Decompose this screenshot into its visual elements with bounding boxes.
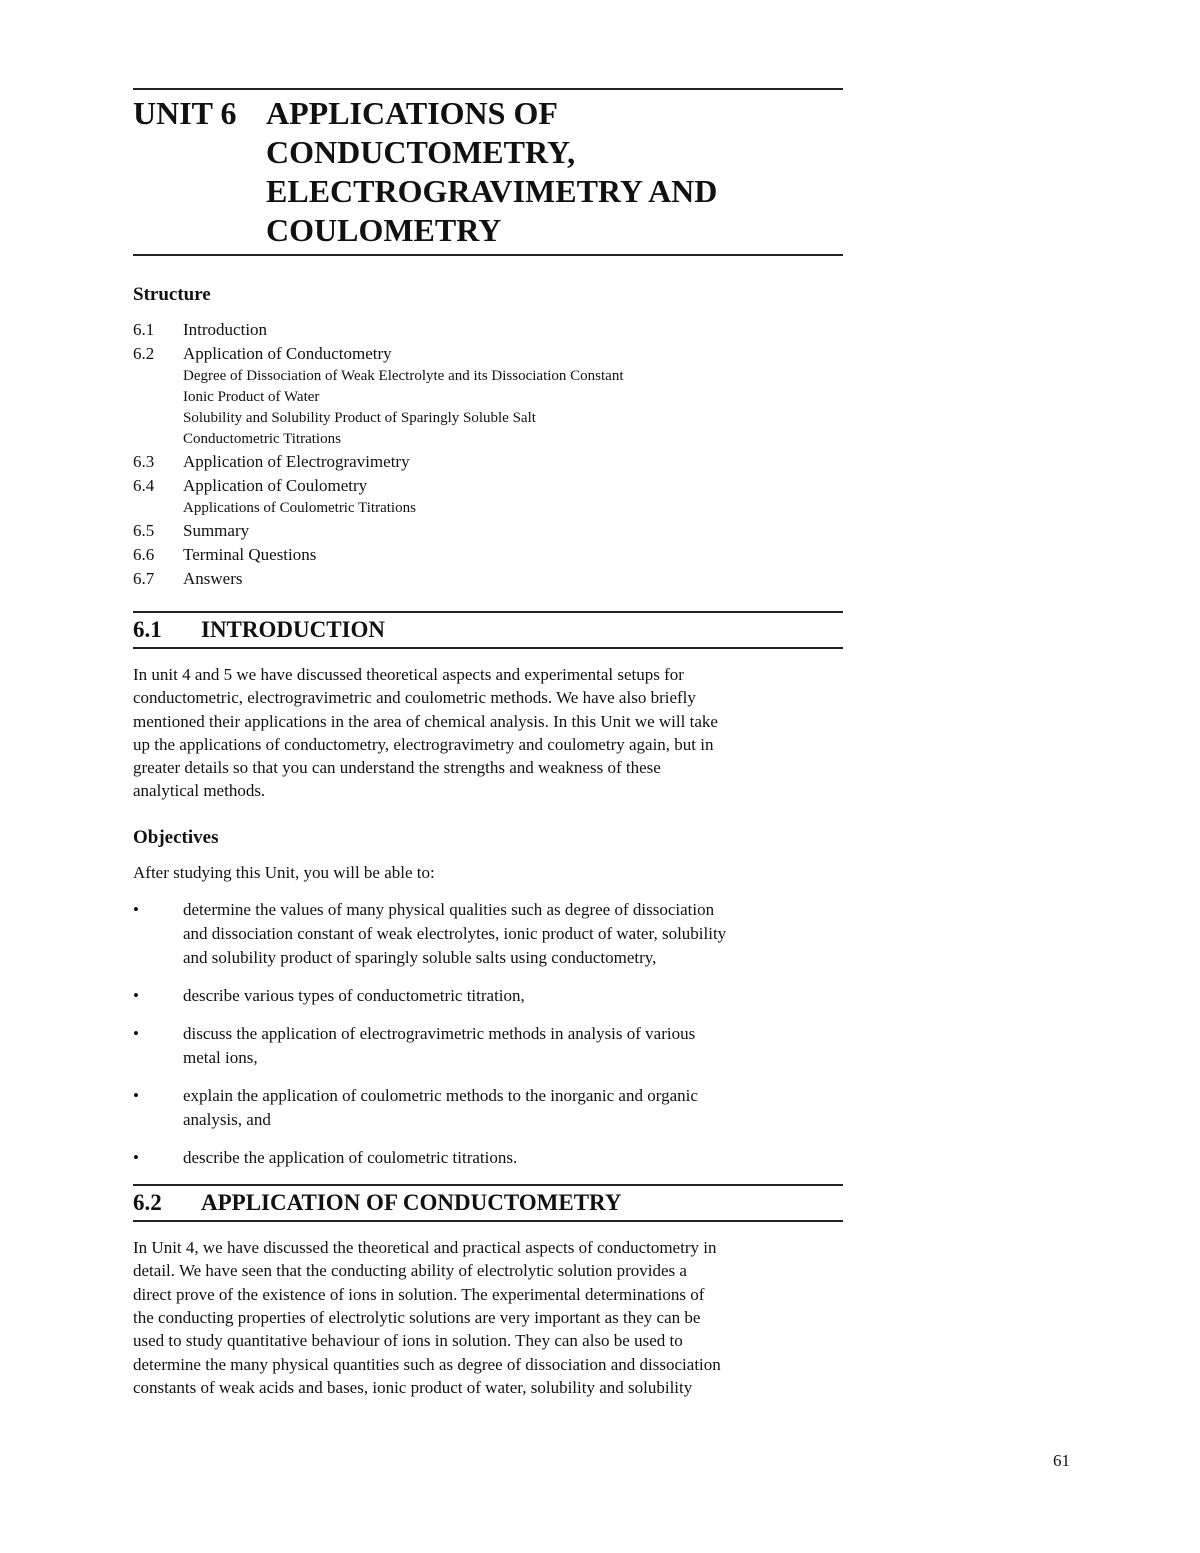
list-item-line: and solubility product of sparingly soluble salts using conductometry, [183, 948, 657, 968]
list-item [133, 984, 843, 1008]
bullet-icon: • [133, 1024, 139, 1044]
introduction-paragraph [133, 663, 843, 803]
title-bottom-rule [133, 254, 843, 256]
objectives-list [133, 898, 843, 1170]
unit-title [266, 94, 717, 250]
toc-number: 6.3 [133, 452, 155, 471]
list-item-line: and dissociation constant of weak electrolytes, ionic product of water, solubility [183, 924, 727, 944]
bullet-icon: • [133, 986, 139, 1006]
toc-item[interactable] [133, 342, 843, 366]
unit-title-line: APPLICATIONS OF [266, 95, 558, 131]
toc-label: Application of Electrogravimetry [183, 452, 410, 471]
page-content [133, 88, 843, 1399]
unit-title-line: CONDUCTOMETRY, [266, 134, 576, 170]
toc-subitem[interactable]: Solubility and Solubility Product of Sparingly Soluble Salt [183, 410, 536, 426]
list-item [133, 1084, 843, 1132]
list-item [133, 898, 843, 970]
structure-heading: Structure [133, 284, 211, 305]
paragraph-line: In Unit 4, we have discussed the theoretical and practical aspects of conductometry in [133, 1238, 717, 1258]
objectives-heading: Objectives [133, 826, 219, 848]
unit-heading [133, 90, 843, 254]
section-heading-introduction [133, 611, 843, 649]
paragraph-line: the conducting properties of electrolytic solutions are very important as they can be [133, 1307, 701, 1327]
toc-subitem[interactable]: Conductometric Titrations [183, 431, 341, 447]
paragraph-line: constants of weak acids and bases, ionic product of water, solubility and solubility [133, 1377, 693, 1397]
toc-item[interactable] [133, 519, 843, 543]
section-title: INTRODUCTION [201, 617, 386, 642]
list-item-line: discuss the application of electrogravimetric methods in analysis of various [183, 1024, 696, 1044]
toc-number: 6.1 [133, 320, 155, 339]
section-number: 6.1 [133, 617, 162, 642]
toc-number: 6.5 [133, 521, 155, 540]
section-title: APPLICATION OF CONDUCTOMETRY [201, 1190, 622, 1216]
bullet-icon: • [133, 900, 139, 920]
list-item [133, 1146, 843, 1170]
paragraph-line: In unit 4 and 5 we have discussed theoretical aspects and experimental setups for [133, 665, 684, 684]
list-item-line: metal ions, [183, 1048, 258, 1068]
toc-item[interactable] [133, 450, 843, 474]
toc-subitem[interactable]: Applications of Coulometric Titrations [183, 500, 416, 516]
toc-number: 6.7 [133, 569, 155, 588]
paragraph-line: mentioned their applications in the area of chemical analysis. In this Unit we will take [133, 711, 718, 731]
unit-title-line: COULOMETRY [266, 212, 502, 248]
list-item-line: analysis, and [183, 1110, 271, 1130]
toc-number: 6.6 [133, 545, 155, 564]
list-item [133, 1022, 843, 1070]
section-number: 6.2 [133, 1190, 162, 1216]
paragraph-line: conductometric, electrogravimetric and coulometric methods. We have also briefly [133, 688, 696, 708]
toc-item[interactable] [133, 543, 843, 567]
toc-number: 6.4 [133, 476, 155, 495]
page-number: 61 [1053, 1451, 1070, 1470]
toc-label: Application of Coulometry [183, 476, 368, 495]
unit-title-line: ELECTROGRAVIMETRY AND [266, 173, 718, 209]
toc-label: Summary [183, 521, 250, 540]
paragraph-line: greater details so that you can understand the strengths and weakness of these [133, 758, 661, 778]
list-item-line: describe the application of coulometric titrations. [183, 1148, 518, 1168]
paragraph-line: direct prove of the existence of ions in solution. The experimental determinations of [133, 1284, 705, 1304]
paragraph-line: used to study quantitative behaviour of ions in solution. They can also be used to [133, 1331, 683, 1351]
toc-label: Answers [183, 569, 243, 588]
toc-number: 6.2 [133, 344, 155, 363]
toc-subitem[interactable]: Degree of Dissociation of Weak Electrolyte and its Dissociation Constant [183, 368, 624, 384]
list-item-line: determine the values of many physical qualities such as degree of dissociation [183, 900, 715, 920]
toc-subitem[interactable]: Ionic Product of Water [183, 389, 320, 405]
toc-item[interactable] [133, 474, 843, 498]
table-of-contents [133, 318, 843, 591]
paragraph-line: detail. We have seen that the conducting ability of electrolytic solution provides a [133, 1261, 687, 1281]
toc-label: Introduction [183, 320, 268, 339]
bullet-icon: • [133, 1086, 139, 1106]
paragraph-line: up the applications of conductometry, electrogravimetry and coulometry again, but in [133, 734, 714, 754]
toc-label: Terminal Questions [183, 545, 317, 564]
paragraph-line: determine the many physical quantities such as degree of dissociation and dissociation [133, 1354, 721, 1374]
toc-item[interactable] [133, 567, 843, 591]
toc-label: Application of Conductometry [183, 344, 392, 363]
unit-number: UNIT 6 [133, 95, 237, 131]
objectives-lead: After studying this Unit, you will be able to: [133, 862, 435, 882]
toc-item[interactable] [133, 318, 843, 342]
list-item-line: describe various types of conductometric titration, [183, 986, 525, 1006]
bullet-icon: • [133, 1148, 139, 1168]
list-item-line: explain the application of coulometric methods to the inorganic and organic [183, 1086, 698, 1106]
paragraph-line: analytical methods. [133, 781, 266, 801]
conductometry-paragraph [133, 1236, 843, 1399]
section-heading-conductometry [133, 1184, 843, 1222]
